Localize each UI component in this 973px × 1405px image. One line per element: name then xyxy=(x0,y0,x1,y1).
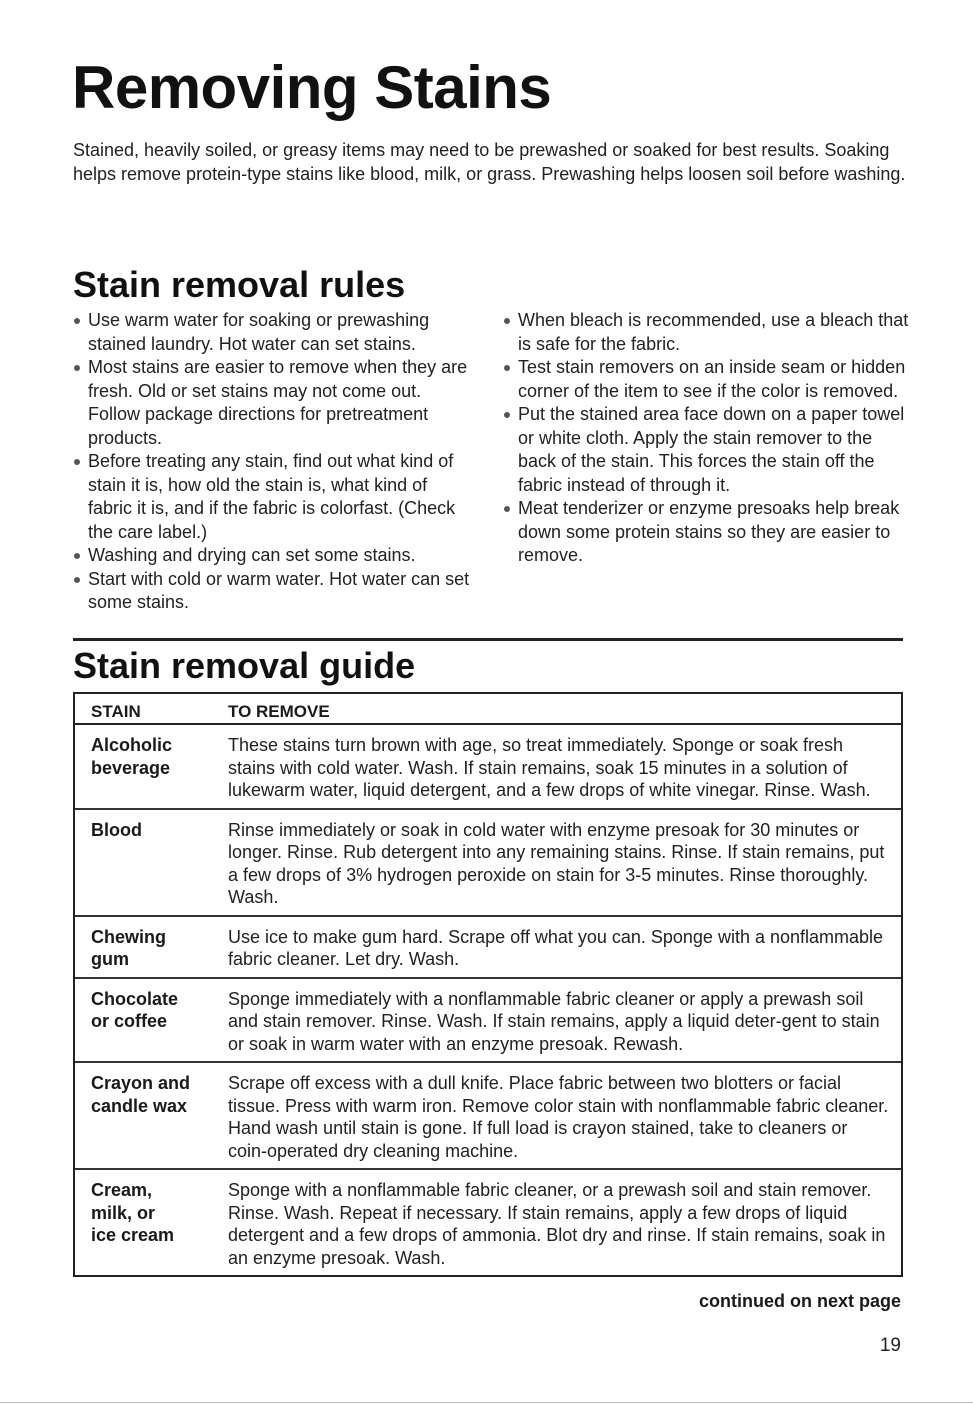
bullet-icon xyxy=(504,365,510,371)
rule-text: Test stain removers on an inside seam or hidden corner of the item to see if the color is removed. xyxy=(518,357,906,401)
header-to-remove: TO REMOVE xyxy=(228,702,330,721)
rules-list-right xyxy=(503,309,913,568)
table-row xyxy=(75,1170,901,1275)
table-row xyxy=(75,810,901,917)
header-stain: STAIN xyxy=(91,702,141,721)
bullet-icon xyxy=(74,577,80,583)
removal-instructions: Sponge immediately with a nonflammable fabric cleaner or apply a prewash soil and stain remover. Rinse. Wash. If stain remains, apply a liquid deter-gent to stain or soak in warm water with an enzyme presoak. Rewash. xyxy=(228,988,880,1054)
rule-text: Before treating any stain, find out what kind of stain it is, how old the stain is, what kind of fabric it is, and if the fabric is colorfast. (Check the care label.) xyxy=(88,451,456,542)
rule-item xyxy=(503,497,913,568)
rule-item xyxy=(73,568,473,615)
table-row xyxy=(75,917,901,979)
bullet-icon xyxy=(504,318,510,324)
rule-text: Meat tenderizer or enzyme presoaks help break down some protein stains so they are easier to remove. xyxy=(518,498,900,565)
rule-item xyxy=(503,309,913,356)
stain-name: Alcoholic beverage xyxy=(91,735,173,778)
bullet-icon xyxy=(74,459,80,465)
removal-instructions: Scrape off excess with a dull knife. Place fabric between two blotters or facial tissue. Press with warm iron. Remove color stain with nonflammable fabric cleaner. Hand wash until stain is gone. If full load is crayon stained, take to cleaners or coin-operated dry cleaning machine. xyxy=(228,1073,889,1161)
page-number: 19 xyxy=(879,1335,901,1356)
continued-note: continued on next page xyxy=(698,1291,901,1311)
stain-name: Cream, milk, or ice cream xyxy=(91,1180,175,1245)
rule-item xyxy=(503,403,913,497)
rule-text: When bleach is recommended, use a bleach that is safe for the fabric. xyxy=(518,310,909,354)
table-row xyxy=(75,979,901,1064)
removal-instructions: Sponge with a nonflammable fabric cleaner, or a prewash soil and stain remover. Rinse. Wash. Repeat if necessary. If stain remains, apply a few drops of liquid detergent and a few drops of ammonia. Blot dry and rinse. If stain remains, soak in an enzyme presoak. Wash. xyxy=(228,1180,886,1268)
rule-text: Washing and drying can set some stains. xyxy=(88,545,416,565)
removal-instructions: These stains turn brown with age, so treat immediately. Sponge or soak fresh stains with cold water. Wash. If stain remains, soak 15 minutes in a solution of lukewarm water, liquid detergent, and a few drops of white vinegar. Rinse. Wash. xyxy=(228,735,871,800)
section-divider xyxy=(73,638,903,641)
intro-paragraph: Stained, heavily soiled, or greasy items may need to be prewashed or soaked for best results. Soaking helps remove protein-type stains like blood, milk, or grass. Prewashing helps loosen soil before washing. xyxy=(73,140,906,184)
table-row xyxy=(75,725,901,810)
guide-section-title: Stain removal guide xyxy=(73,645,416,686)
stain-guide-table xyxy=(73,692,903,1277)
bottom-edge-line xyxy=(0,1402,973,1403)
rules-section-title: Stain removal rules xyxy=(73,264,406,305)
rule-item xyxy=(503,356,913,403)
rule-item xyxy=(73,450,473,544)
bullet-icon xyxy=(74,553,80,559)
bullet-icon xyxy=(504,412,510,418)
removal-instructions: Rinse immediately or soak in cold water with enzyme presoak for 30 minutes or longer. Rinse. Rub detergent into any remaining stains. Rinse. If stain remains, put a few drops of 3% hydrogen peroxide on stain for 3-5 minutes. Rinse thoroughly. Wash. xyxy=(228,819,885,907)
removal-instructions: Use ice to make gum hard. Scrape off what you can. Sponge with a nonflammable fabric cleaner. Let dry. Wash. xyxy=(228,926,884,969)
rule-text: Put the stained area face down on a paper towel or white cloth. Apply the stain remover to the back of the stain. This forces the stain off the fabric instead of through it. xyxy=(518,404,905,495)
rule-item xyxy=(73,309,473,356)
rules-list-left xyxy=(73,309,473,615)
rule-text: Start with cold or warm water. Hot water can set some stains. xyxy=(88,568,470,612)
bullet-icon xyxy=(504,506,510,512)
bullet-icon xyxy=(74,318,80,324)
rule-item xyxy=(73,544,473,568)
bullet-icon xyxy=(74,365,80,371)
table-header xyxy=(75,694,901,725)
rule-text: Most stains are easier to remove when they are fresh. Old or set stains may not come out. Follow package directions for pretreatment products. xyxy=(88,357,468,448)
table-row xyxy=(75,1063,901,1170)
stain-name: Crayon and candle wax xyxy=(91,1073,191,1116)
page-title: Removing Stains xyxy=(72,54,552,121)
rule-item xyxy=(73,356,473,450)
stain-name: Blood xyxy=(91,819,142,840)
stain-name: Chewing gum xyxy=(91,926,166,969)
rule-text: Use warm water for soaking or prewashing stained laundry. Hot water can set stains. xyxy=(88,310,430,354)
stain-name: Chocolate or coffee xyxy=(91,988,179,1031)
